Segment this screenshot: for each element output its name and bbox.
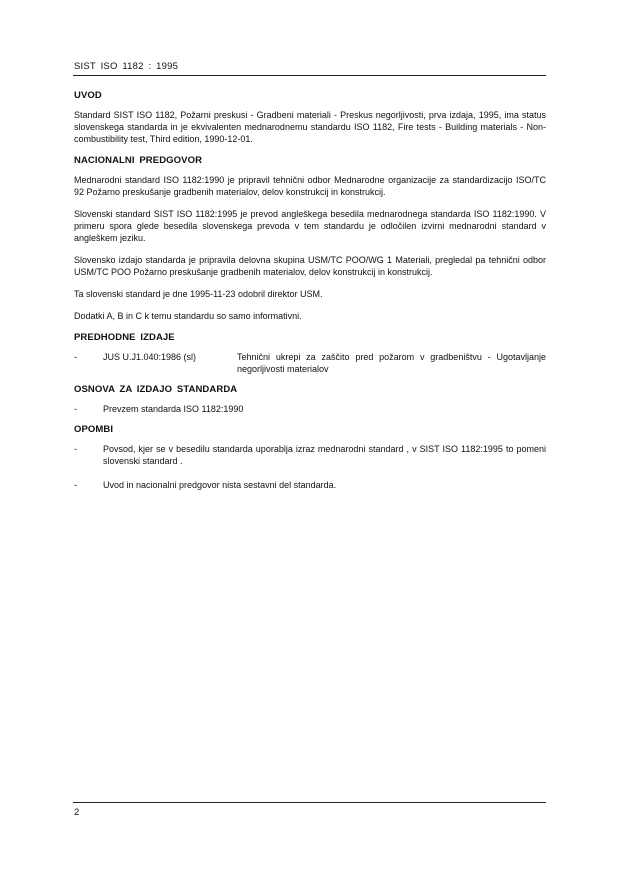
list-item-text: Prevzem standarda ISO 1182:1990: [103, 404, 244, 414]
list-dash: -: [74, 404, 77, 414]
footer-rule: [73, 802, 546, 803]
document-body: [74, 90, 546, 500]
list-dash: -: [74, 444, 77, 454]
list-item-text: Povsod, kjer se v besedilu standarda uporablja izraz mednarodni standard , v SIST ISO 1182:1995 to pomeni slovenski standard .: [103, 444, 546, 466]
section-title-opombi: OPOMBI: [74, 424, 114, 435]
section-title-predhodne-izdaje: PREDHODNE IZDAJE: [74, 332, 175, 343]
section-title-uvod: UVOD: [74, 90, 102, 101]
previous-edition-desc: Tehnični ukrepi za zaščito pred požarom v gradbeništvu - Ugotavljanje negorljivosti materialov: [237, 352, 546, 374]
list-item: [74, 443, 546, 467]
list-dash: -: [74, 352, 77, 362]
nacionalni-paragraph-5: Dodatki A, B in C k temu standardu so samo informativni.: [74, 311, 302, 321]
section-title-nacionalni-predgovor: NACIONALNI PREDGOVOR: [74, 155, 203, 166]
nacionalni-paragraph-4: Ta slovenski standard je dne 1995-11-23 odobril direktor USM.: [74, 289, 323, 299]
nacionalni-paragraph-2: Slovenski standard SIST ISO 1182:1995 je prevod angleškega besedila mednarodnega standarda ISO 1182:1990. V primeru spora glede besedila slovenskega prevoda v tem standardu je odločilen izvirni mednarodni standard v angleškem jeziku.: [74, 209, 546, 243]
running-header: SIST ISO 1182 : 1995: [74, 61, 179, 72]
list-item: [74, 351, 546, 375]
nacionalni-paragraph-3: Slovensko izdajo standarda je pripravila delovna skupina USM/TC POO/WG 1 Materiali, pregledal pa tehnični odbor USM/TC POO Požarno preskušanje gradbenih materialov, delov konstrukcij in konstrukcij.: [74, 255, 546, 277]
list-dash: -: [74, 480, 77, 490]
uvod-paragraph: Standard SIST ISO 1182, Požarni preskusi - Gradbeni materiali - Preskus negorljivosti, prva izdaja, 1995, ima status slovenskega standarda in je ekvivalenten mednarodnemu standardu ISO 1182, Fire tests - Building materials - Non-combustibility test, Third edition, 1990-12-01.: [74, 110, 546, 144]
previous-edition-ref: JUS U.J1.040:1986 (sl): [103, 352, 197, 362]
nacionalni-paragraph-1: Mednarodni standard ISO 1182:1990 je pripravil tehnični odbor Mednarodne organizacije za standardizacijo ISO/TC 92 Požarno preskušanje gradbenih materialov, delov konstrukcij in konstrukcij.: [74, 175, 546, 197]
page-number: 2: [74, 807, 80, 818]
list-item: [74, 403, 546, 415]
section-title-osnova: OSNOVA ZA IZDAJO STANDARDA: [74, 384, 238, 395]
list-item-text: Uvod in nacionalni predgovor nista sestavni del standarda.: [103, 480, 337, 490]
list-item: [74, 479, 546, 491]
header-rule: [73, 75, 546, 76]
